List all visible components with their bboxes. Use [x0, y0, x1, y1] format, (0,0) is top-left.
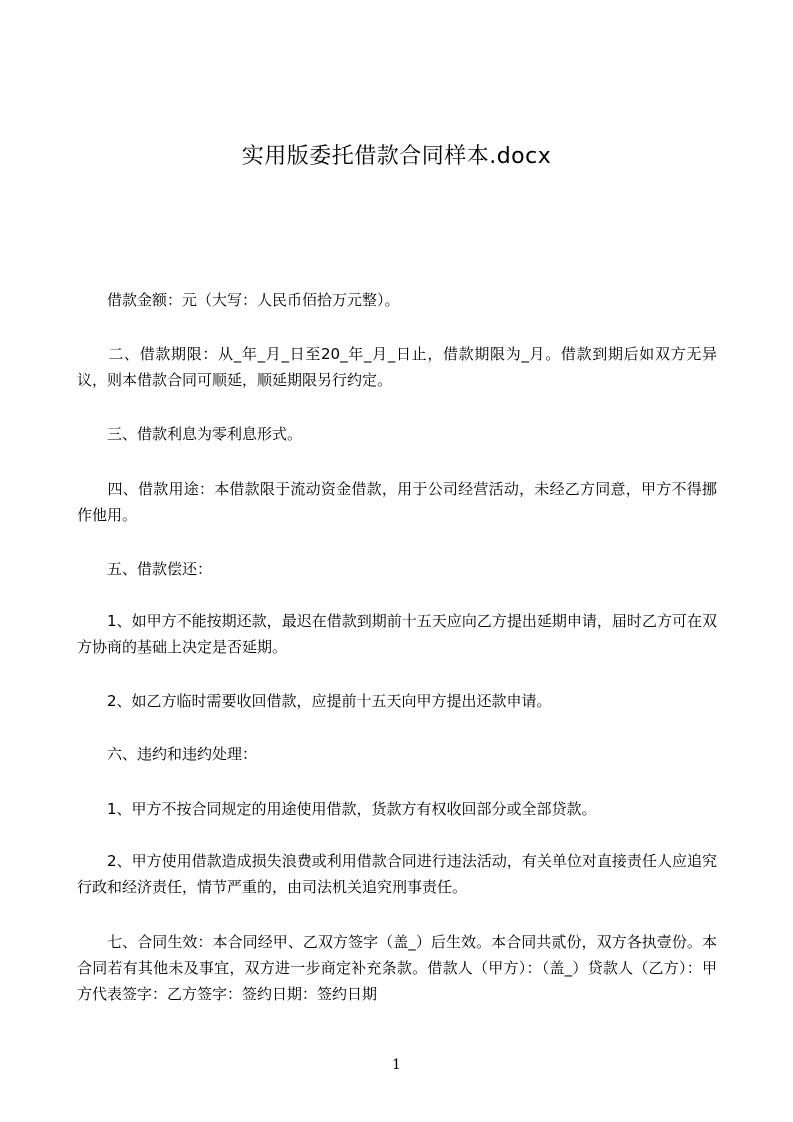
paragraph-repayment-2: 2、如乙方临时需要收回借款，应提前十五天向甲方提出还款申请。 [77, 692, 552, 710]
paragraph-interest: 三、借款利息为零利息形式。 [77, 425, 303, 443]
page-number: 1 [392, 1057, 401, 1073]
paragraph-loan-purpose: 四、借款用途：本借款限于流动资金借款，用于公司经营活动，未经乙方同意，甲方不得挪作他用。 [77, 480, 717, 524]
paragraph-loan-amount: 借款金额：元（大写：人民币佰拾万元整）。 [77, 291, 400, 309]
paragraph-breach-1: 1、甲方不按合同规定的用途使用借款，货款方有权收回部分或全部贷款。 [77, 800, 597, 818]
paragraph-effectiveness: 七、合同生效：本合同经甲、乙双方签字（盖_）后生效。本合同共贰份，双方各执壹份。本合同若有其他未及事宜，双方进一步商定补充条款。借款人（甲方）：（盖_）贷款人（乙方）：甲方代表签字：乙方签字：签约日期：签约日期 [77, 933, 717, 1003]
paragraph-breach-2: 2、甲方使用借款造成损失浪费或利用借款合同进行违法活动，有关单位对直接责任人应追究行政和经济责任，情节严重的，由司法机关追究刑事责任。 [77, 852, 717, 896]
paragraph-breach-heading: 六、违约和违约处理： [77, 745, 258, 763]
document-title: 实用版委托借款合同样本.docx [241, 144, 552, 169]
paragraph-repayment-1: 1、如甲方不能按期还款，最迟在借款到期前十五天应向乙方提出延期申请，届时乙方可在双方协商的基础上决定是否延期。 [77, 612, 717, 656]
paragraph-repayment-heading: 五、借款偿还： [77, 560, 213, 578]
paragraph-loan-term: 二、借款期限：从_年_月_日至20_年_月_日止，借款期限为_月。借款到期后如双方无异议，则本借款合同可顺延，顺延期限另行约定。 [77, 345, 717, 389]
